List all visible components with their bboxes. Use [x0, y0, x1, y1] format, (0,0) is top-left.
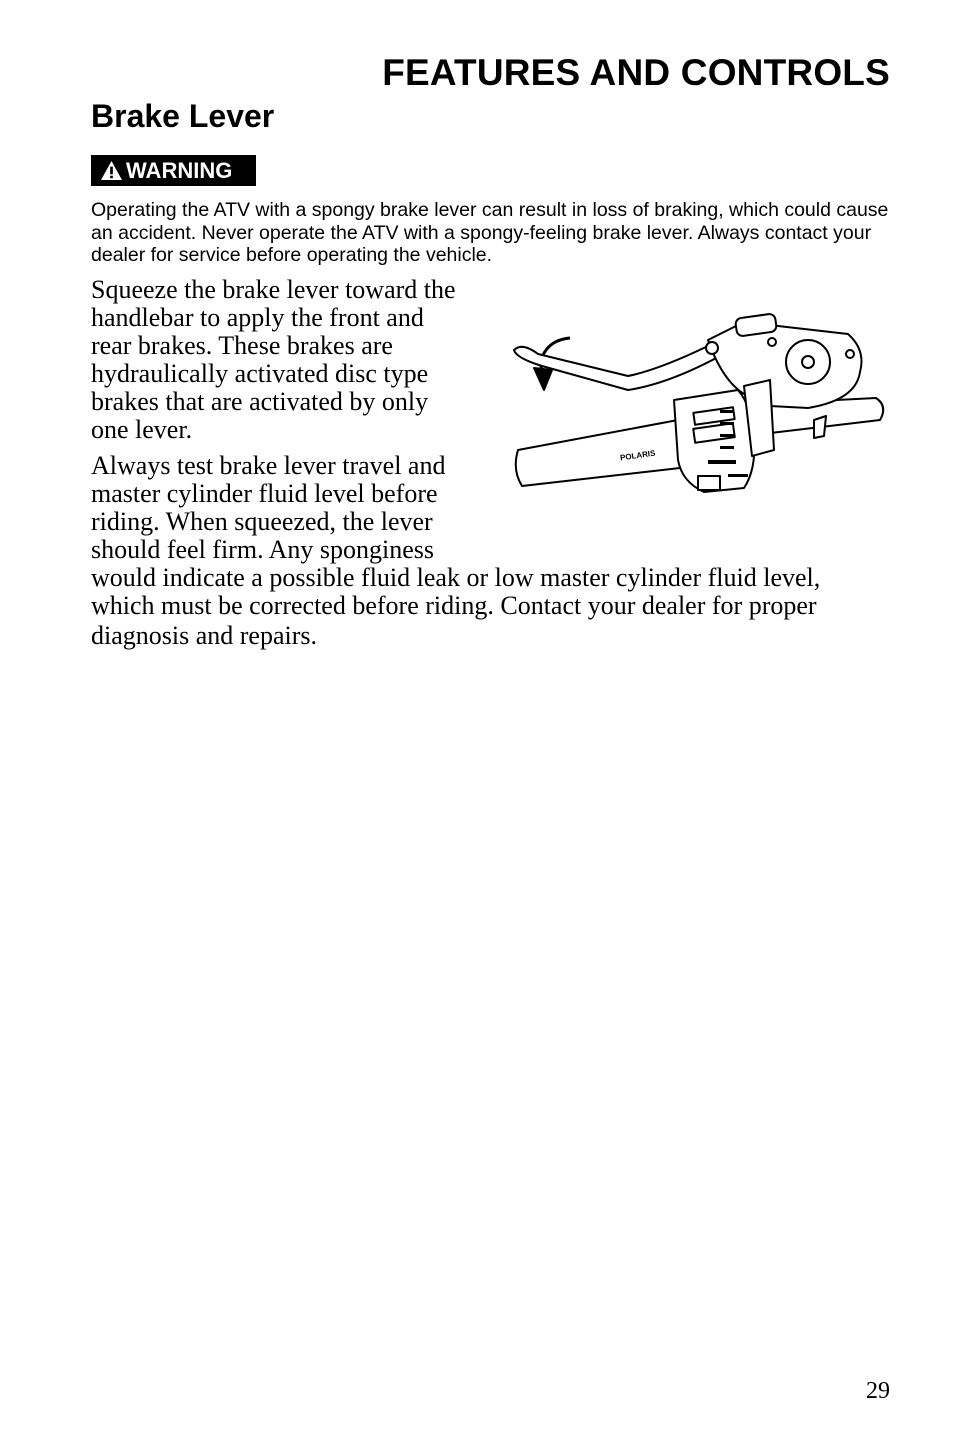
grip-brand-text: POLARIS	[619, 448, 656, 463]
section-title: Brake Lever	[91, 98, 275, 134]
text-line: diagnosis and repairs.	[91, 621, 318, 650]
warning-badge	[91, 155, 256, 186]
text-line: Always test brake lever travel and	[91, 451, 446, 480]
text-line: hydraulically activated disc type	[91, 359, 429, 388]
text-line: rear brakes. These brakes are	[91, 331, 393, 360]
text-line: which must be corrected before riding. Contact your dealer for proper	[91, 591, 817, 620]
text-line: master cylinder fluid level before	[91, 479, 438, 508]
chapter-title: FEATURES AND CONTROLS	[382, 52, 890, 93]
text-line: Squeeze the brake lever toward the	[91, 275, 456, 304]
text-line: riding. When squeezed, the lever	[91, 507, 433, 536]
handlebar-grip	[516, 420, 680, 486]
text-line: brakes that are activated by only	[91, 387, 429, 416]
warning-triangle-icon	[100, 160, 123, 181]
text-line: one lever.	[91, 415, 193, 444]
page-number: 29	[866, 1378, 890, 1404]
text-line: handlebar to apply the front and	[91, 303, 424, 332]
text-line: should feel firm. Any sponginess	[91, 535, 435, 564]
arrow-head-icon	[534, 368, 552, 390]
brake-lever-illustration	[508, 310, 888, 500]
warning-text: Operating the ATV with a spongy brake lever can result in loss of braking, which could cause an accident. Never operate the ATV with a spongy-feeling brake lever. Always contact your dealer for service before operating the vehicle.	[91, 199, 889, 266]
warning-label: WARNING	[126, 157, 233, 183]
text-line: would indicate a possible fluid leak or low master cylinder fluid level,	[91, 563, 821, 592]
